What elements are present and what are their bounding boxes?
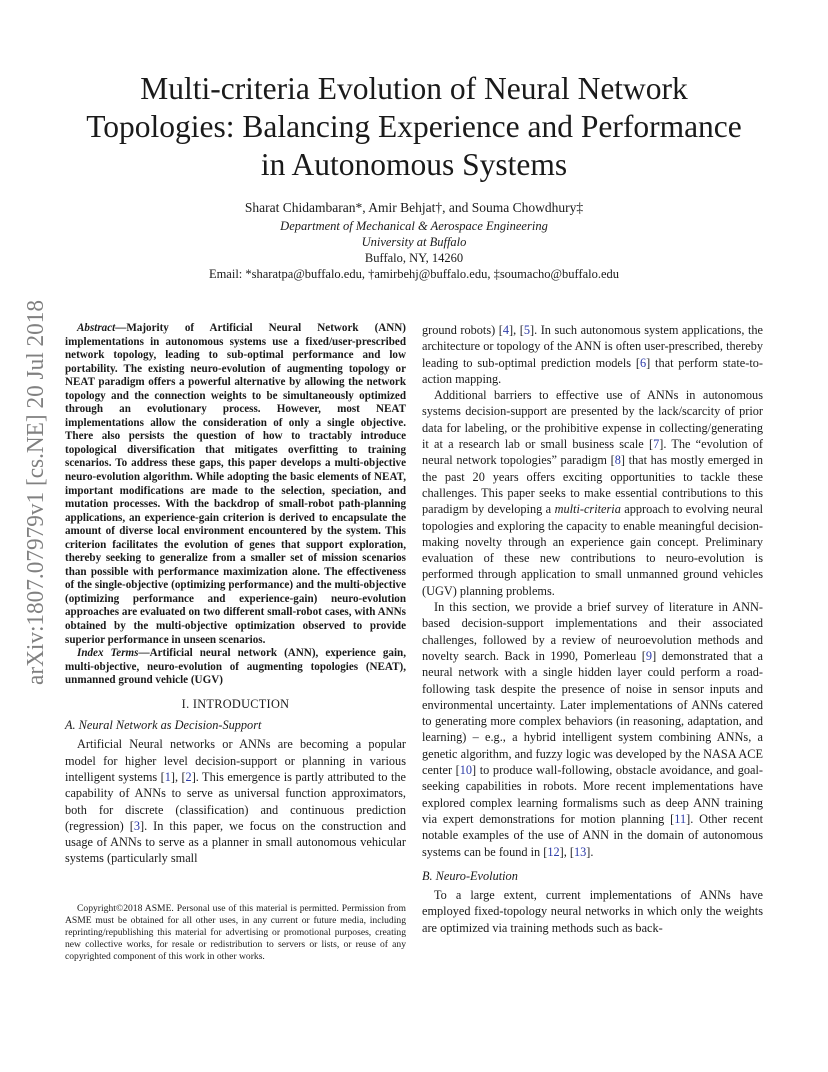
title-line: in Autonomous Systems (260, 147, 568, 182)
paragraph-text: ], [ (559, 844, 574, 859)
copyright-notice: Copyright©2018 ASME. Personal use of this material is permitted. Permission from ASME must be obtained for all other uses, in any current or future media, including reprinting/republishing this material for advertising or promotional purposes, creating new collective works, for resale or redistribution to servers or lists, or reuse of any copyrighted component of this work in other works. (65, 903, 406, 962)
citation-link[interactable]: 4 (502, 323, 510, 337)
citation-link[interactable]: 11 (674, 811, 687, 826)
citation-link[interactable]: 1 (164, 769, 171, 784)
citation-link[interactable]: 7 (653, 437, 660, 452)
paragraph-text: approach to evolving neural topologies and exploring the capacity to enable meaningful decision-making novelty through an experience gain concept. Preliminary evaluation of these new contributions to neuro-evolution is performed through application to small unmanned ground vehicles (UGV) planning problems. (422, 502, 763, 598)
arxiv-stamp-svg (19, 279, 49, 690)
abstract (65, 322, 406, 647)
paragraph-text: ] demonstrated that a neural network with a single hidden layer could perform a road-following task despite the presence of noise in sensor inputs and environmental uncertainty. Later implementations of ANNs catered to generating more complex behaviors (in reasoning, adaptation, and learning) – e.g., a hybrid intelligent system combining ANNs, a genetic algorithm, and fuzzy logic was developed by the NASA ACE center [ (422, 648, 763, 778)
paragraph-text: ]. (586, 844, 594, 859)
subsection-heading-decision-support: A. Neural Network as Decision-Support (65, 718, 262, 733)
title-line: Multi-criteria Evolution of Neural Network (140, 71, 688, 106)
citation-link[interactable]: 8 (614, 453, 621, 468)
affiliation-department: Department of Mechanical & Aerospace Engineering (280, 219, 548, 233)
citation-link[interactable]: 9 (645, 648, 653, 663)
body-paragraph (422, 387, 763, 599)
citation-link[interactable]: 5 (523, 323, 530, 337)
paper-title (0, 70, 828, 184)
paragraph-text: ] to produce wall-following, obstacle avoidance, and goal-seeking capabilities in robots. More recent implementations have explored complex learning formalisms such as deep ANN training via expert demonstrations for motion planning [ (422, 763, 764, 826)
paragraph-text: Additional barriers to effective use of ANNs in autonomous systems decision-support are presented by the lack/scarcity of prior data for labeling, or the prohibitive expense in collecting/generating it at a research lab or small business scale [ (422, 388, 763, 452)
paragraph-text: ] that has mostly emerged in the past 20 years offers exciting opportunities to tackle these challenges. This paper seeks to make essential contributions to this paradigm by developing a (422, 453, 764, 517)
index-terms (65, 647, 406, 688)
citation-link[interactable]: 13 (573, 844, 587, 859)
right-column (422, 322, 763, 936)
citation-link[interactable]: 10 (459, 763, 473, 778)
body-paragraph (422, 599, 763, 860)
citation-link[interactable]: 3 (133, 818, 140, 833)
author-emails: Email: *sharatpa@buffalo.edu, †amirbehj@buffalo.edu, ‡soumacho@buffalo.edu (208, 267, 620, 281)
paragraph-text: ], [ (509, 323, 524, 337)
index-terms-body: —Artificial neural network (ANN), experience gain, multi-objective, neuro-evolution of augmenting topologies (NEAT), unmanned ground vehicle (UGV) (65, 647, 406, 687)
paragraph-text: ]. In such autonomous system applications, the architecture or topology of the ANN is often user-prescribed, thereby leading to sub-optimal prediction models [ (422, 323, 763, 370)
body-paragraph: To a large extent, current implementations of ANNs have employed fixed-topology neural networks in which only the weights are optimized via training methods such as back- (422, 888, 763, 935)
author-names: Sharat Chidambaran*, Amir Behjat†, and Souma Chowdhury‡ (244, 200, 584, 215)
abstract-body: —Majority of Artificial Neural Network (ANN) implementations in autonomous systems use a fixed/user-prescribed network topology, leading to sub-optimal performance and low portability. The existing neuro-evolution of augmenting topology or NEAT paradigm offers a powerful alternative by allowing the network topology and the connection weights to be simultaneously optimized through an evolutionary process. However, most NEAT implementations allow the consideration of only a single objective. There also persists the question of how to tractably introduce topological diversification that mitigates overfitting to training scenarios. To address these gaps, this paper develops a multi-objective neuro-evolution algorithm. While adopting the basic elements of NEAT, important modifications are made to the selection, speciation, and mutation processes. With the backdrop of small-robot path-planning applications, an experience-gain criterion is derived to encapsulate the amount of diverse local environment encountered by the system. This criterion facilitates the evolution of genes that support exploration, thereby seeking to generalize from a smaller set of mission scenarios than possible with performance maximization alone. The effectiveness of the single-objective (optimizing performance) and the multi-objective (optimizing performance and experience-gain) neuro-evolution approaches are evaluated on two different small-robot cases, with ANNs obtained by the multi-objective optimization observed to provide superior performance in unseen scenarios. (65, 322, 406, 646)
abstract-heading: Abstract (77, 322, 116, 334)
intro-paragraph (65, 736, 406, 866)
citation-link[interactable]: 2 (185, 769, 192, 784)
paragraph-text: ] that perform state-to-action mapping. (422, 355, 763, 386)
left-column (65, 322, 406, 867)
paragraph-text: In this section, we provide a brief survey of literature in ANN-based decision-support implementations and their associated challenges, followed by a review of neuroevolution methods and novelty search. Back in 1990, Pomerleau [ (422, 600, 763, 663)
author-block (0, 200, 828, 282)
emphasis-text: multi-criteria (554, 502, 621, 517)
paragraph-text: ]. In this paper, we focus on the construction and usage of ANNs to serve as a planner in small autonomous vehicular systems (particularly small (65, 818, 406, 866)
paragraph-text: ]. This emergence is partly attributed to the capability of ANNs to serve as universal function approximators, both for discrete (classification) and continuous prediction (regression) [ (65, 769, 406, 833)
section-heading-introduction: I. INTRODUCTION (181, 696, 290, 711)
arxiv-stamp-text: arXiv:1807.07979v1 [cs.NE] 20 Jul 2018 (22, 279, 49, 685)
index-terms-heading: Index Terms (77, 647, 139, 660)
citation-link[interactable]: 6 (640, 355, 647, 370)
paragraph-text: ], [ (170, 769, 186, 784)
paragraph-text: ]. Other recent notable examples of the use of ANN in the domain of autonomous systems can be found in [ (422, 811, 763, 859)
affiliation-university: University at Buffalo (361, 235, 467, 249)
arxiv-stamp (19, 279, 49, 690)
paragraph-text: ground robots) [ (422, 323, 503, 337)
paragraph-text: ]. The “evolution of neural network topologies” paradigm [ (422, 437, 763, 468)
body-paragraph (422, 322, 763, 387)
affiliation-city: Buffalo, NY, 14260 (364, 251, 464, 265)
citation-link[interactable]: 12 (547, 844, 560, 859)
title-line: Topologies: Balancing Experience and Performance (86, 109, 742, 144)
subsection-heading-neuro-evolution: B. Neuro-Evolution (422, 868, 518, 883)
paragraph-text: Artificial Neural networks or ANNs are becoming a popular model for higher level decision-support or planning in various intelligent systems [ (65, 737, 406, 784)
